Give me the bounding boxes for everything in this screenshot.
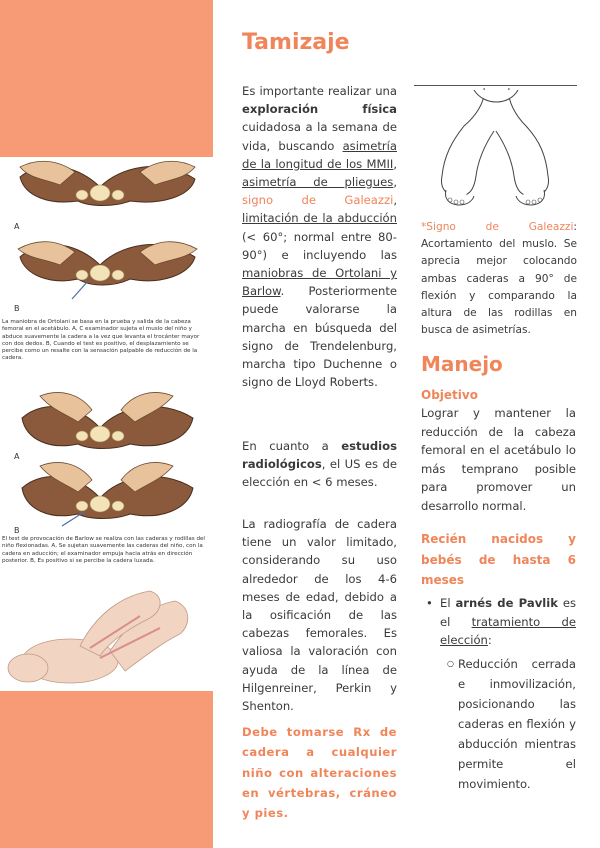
section-title-tamizaje: Tamizaje — [242, 30, 350, 55]
treatment-of-choice: tratamiento de elección — [440, 614, 576, 648]
reduction-text: Reducción cerrada e inmovilización, posicionando las caderas en flexión y abducción mientras permite el movimiento. — [458, 657, 576, 791]
text-span: , — [393, 175, 397, 190]
baby-harness-illustration — [0, 586, 213, 689]
section-title-manejo: Manejo — [421, 352, 503, 376]
bullet-mark: • — [426, 596, 433, 610]
galeazzi-description — [421, 219, 577, 339]
barlow-label-b: B — [14, 526, 20, 535]
text-span: (< 60°; normal entre 80-90°) e incluyendo las — [242, 229, 397, 262]
pavlik-harness-bold: arnés de Pavlik — [455, 596, 558, 610]
barlow-label-a: A — [14, 452, 20, 461]
ortolani-caption: La maniobra de Ortolani se basa en la prueba y salida de la cabeza femoral en el acetábulo. A, C examinador sujeta el muslo del niño y abduce suavemente la cadera a la vez que levanta el trocánter mayor con dos dedos. B, Cuando el test es positivo, el desplazamiento se percibe como un resalte con la sensación palpable de reducción de la cadera. — [2, 319, 200, 362]
text-span: Es importante realizar una — [242, 84, 397, 98]
galeazzi-sign-figure — [414, 85, 577, 214]
galeazzi-title: Signo de Galeazzi — [426, 221, 574, 233]
xray-text: La radiografía de cadera tiene un valor limitado, considerando su uso alrededor de los 4-6 meses de edad, debido a la osificación de las cabezas femorales. Es valiosa la valoración con ayuda de la línea de Hilgenreiner, Perkin y Shenton. — [242, 517, 397, 714]
pavlik-harness-figure — [0, 586, 213, 689]
screening-paragraph — [242, 82, 397, 391]
text-span: El — [440, 596, 456, 610]
decorative-stripe-bottom — [0, 691, 213, 848]
galeazzi-sign-highlight: signo de Galeazzi — [242, 193, 394, 208]
fold-asymmetry: asimetría de pliegues — [242, 175, 394, 190]
radiology-paragraph — [242, 437, 397, 492]
ortolani-label-b: B — [14, 304, 20, 313]
asterisk-marker: * — [421, 221, 427, 233]
galeazzi-text: : Acortamiento del muslo. Se aprecia mejor colocando ambas caderas a 90° de flexión y comparando la altura de las rodillas en busca de asimetrías. — [421, 221, 577, 337]
pavlik-bullet — [428, 594, 576, 650]
text-span: es el — [440, 596, 576, 629]
abduction-limitation: limitación de la abducción — [242, 211, 397, 226]
text-span: , el US es de elección en < 6 meses. — [242, 457, 397, 490]
sub-bullet-mark: ○ — [447, 659, 454, 668]
barlow-illustration — [0, 388, 213, 533]
radiological-studies-bold: estudios radiológicos — [242, 439, 397, 472]
ortolani-barlow-maneuvers: maniobras de Ortolani y Barlow — [242, 266, 397, 299]
text-span: . Posteriormente puede valorarse la marcha en búsqueda del signo de Trendelenburg, marcha tipo Duchenne o signo de Lloyd Roberts. — [242, 284, 397, 390]
objective-subtitle: Objetivo — [421, 388, 478, 402]
text-span: , — [393, 156, 397, 171]
newborn-subtitle: Recién nacidos y bebés de hasta 6 meses — [421, 532, 576, 587]
ortolani-label-a: A — [14, 222, 20, 231]
text-span: En cuanto a — [242, 439, 342, 453]
barlow-caption: El test de provocación de Barlow se realiza con las caderas y rodillas del niño flexionadas. A, Se sujetan suavemente las caderas del niño, con la cadera en aducción; el examinador empuja hacia atrás en dirección posterior. B, Es positivo si se percibe la cadera luxada. — [2, 536, 205, 564]
text-span: : — [487, 633, 492, 648]
limb-length-asymmetry: asimetría de la longitud de los MMII — [242, 138, 397, 171]
ortolani-maneuver-figure — [0, 157, 213, 317]
xray-paragraph — [242, 515, 397, 715]
baby-knees-illustration — [414, 86, 577, 213]
decorative-stripe-top — [0, 0, 213, 157]
barlow-test-figure — [0, 388, 213, 533]
physical-exam-bold: exploración física — [242, 102, 397, 117]
text-span: , — [393, 193, 397, 208]
reduction-sub-bullet — [447, 654, 576, 794]
objective-block — [421, 388, 576, 516]
text-span: cuidadosa a la semana de vida, buscando — [242, 120, 397, 153]
xray-recommendation-note: Debe tomarse Rx de cadera a cualquier niño con alteraciones en vértebras, cráneo y pies. — [242, 725, 397, 821]
objective-text: Lograr y mantener la reducción de la cabeza femoral en el acetábulo lo más temprano posible para promover un desarrollo normal. — [421, 406, 576, 513]
ortolani-illustration — [0, 157, 213, 317]
